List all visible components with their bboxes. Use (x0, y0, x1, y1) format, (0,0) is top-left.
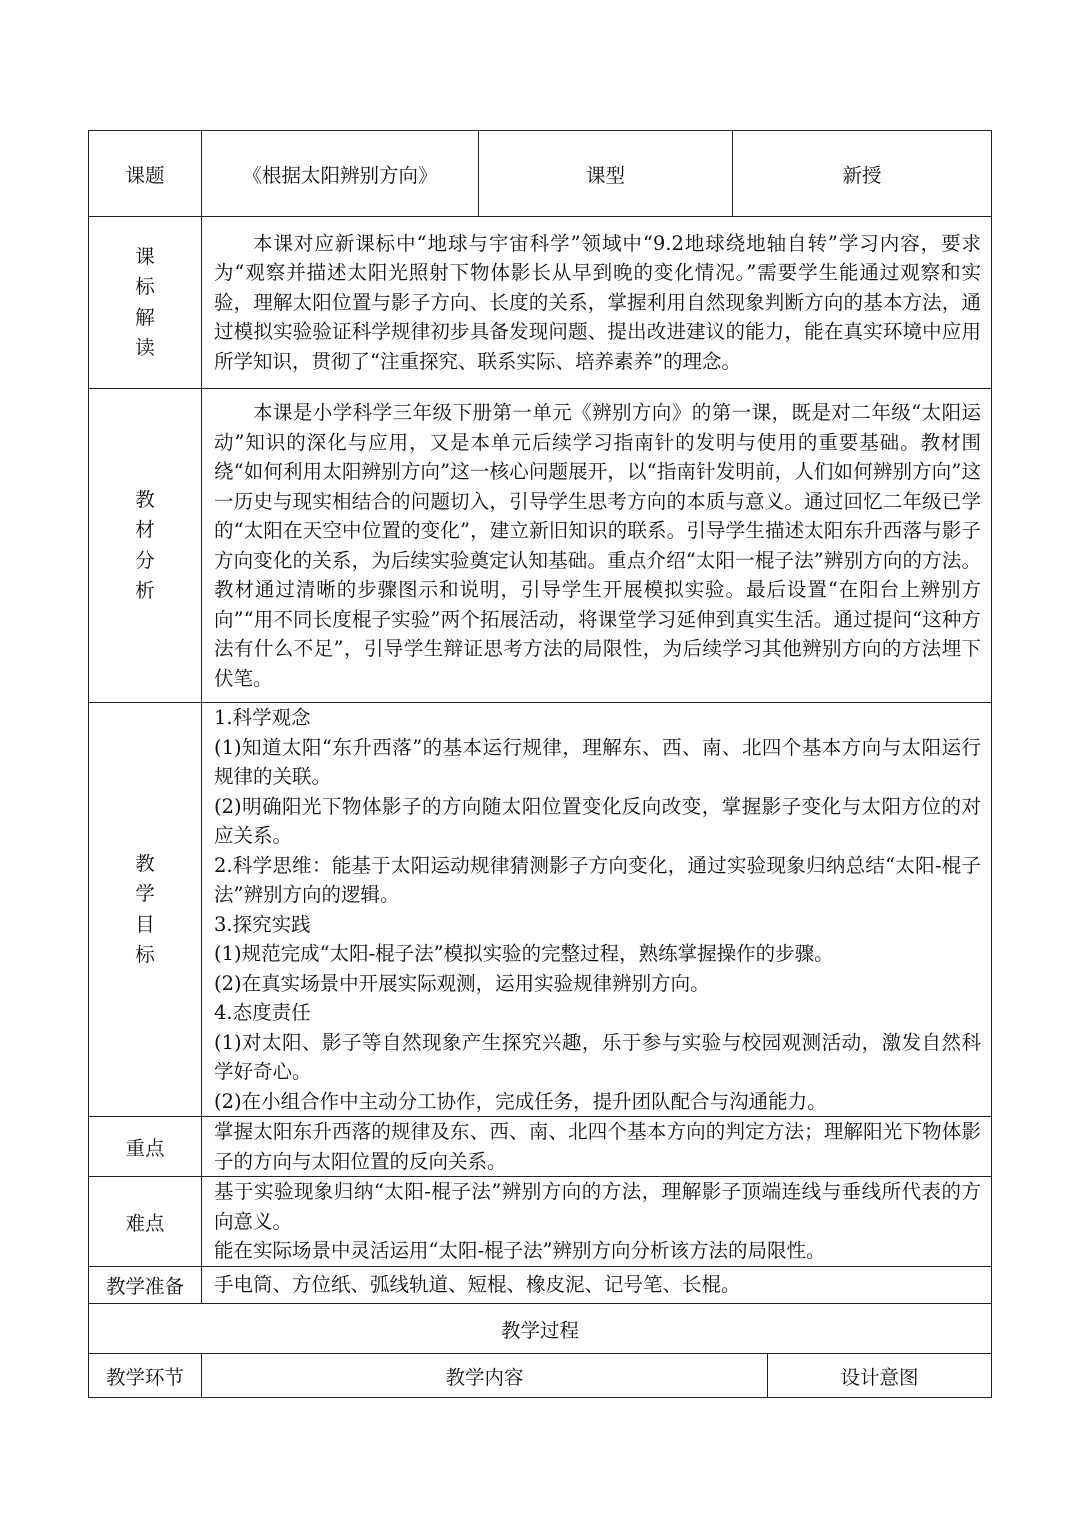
difficulties-text-cell (202, 1177, 992, 1267)
material-row (89, 389, 992, 703)
difficulty-line: 基于实验现象归纳“太阳-棍子法”辨别方向的方法，理解影子顶端连线与垂线所代表的方向意义。 (214, 1180, 982, 1233)
goal-line: (1)知道太阳“东升西落”的基本运行规律，理解东、西、南、北四个基本方向与太阳运行规律的关联。 (214, 735, 982, 788)
goal-line: 2.科学思维：能基于太阳运动规律猜测影子方向变化，通过实验现象归纳总结“太阳-棍子法”辨别方向的逻辑。 (214, 853, 982, 906)
goals-list (202, 703, 991, 1116)
goal-line: (2)在小组合作中主动分工协作，完成任务，提升团队配合与沟通能力。 (214, 1089, 827, 1113)
key-points-text-cell (202, 1117, 992, 1177)
type-label: 课型 (479, 131, 733, 217)
topic-label: 课题 (89, 131, 202, 217)
intent-column-header: 设计意图 (768, 1354, 992, 1398)
difficulties-label: 难点 (89, 1177, 202, 1267)
material-label-cell (89, 389, 202, 703)
standard-row (89, 217, 992, 389)
topic-value: 《根据太阳辨别方向》 (202, 131, 479, 217)
material-text: 本课是小学科学三年级下册第一单元《辨别方向》的第一课，既是对二年级“太阳运动”知识的深化与应用，又是本单元后续学习指南针的发明与使用的重要基础。教材围绕“如何利用太阳辨别方向”这一核心问题展开，以“指南针发明前，人们如何辨别方向”这一历史与现实相结合的问题切入，引导学生思考方向的本质与意义。通过回忆二年级已学的“太阳在天空中位置的变化”，建立新旧知识的联系。引导学生描述太阳东升西落与影子方向变化的关系，为后续实验奠定认知基础。重点介绍“太阳一棍子法”辨别方向的方法。教材通过清晰的步骤图示和说明，引导学生开展模拟实验。最后设置“在阳台上辨别方向”“用不同长度棍子实验”两个拓展活动，将课堂学习延伸到真实生活。通过提问“这种方法有什么不足”，引导学生辩证思考方法的局限性，为后续学习其他辨别方向的方法埋下伏笔。 (214, 401, 982, 690)
key-points-text: 掌握太阳东升西落的规律及东、西、南、北四个基本方向的判定方法；理解阳光下物体影子的方向与太阳位置的反向关系。 (214, 1120, 982, 1173)
process-header-row (89, 1354, 992, 1398)
goals-label-cell (89, 703, 202, 1117)
key-points-label: 重点 (89, 1117, 202, 1177)
goal-line: 1.科学观念 (214, 706, 311, 729)
preparation-label: 教学准备 (89, 1267, 202, 1304)
material-text-cell (202, 389, 992, 703)
goal-line: (2)在真实场景中开展实际观测，运用实验规律辨别方向。 (214, 971, 710, 995)
difficulties-list (202, 1177, 991, 1266)
goal-line: 3.探究实践 (214, 912, 311, 936)
material-label: 教材分析 (135, 488, 155, 602)
goal-line: (1)规范完成“太阳-棍子法”模拟实验的完整过程，熟练掌握操作的步骤。 (214, 942, 834, 965)
difficulties-row (89, 1177, 992, 1267)
goals-row (89, 703, 992, 1117)
key-points-row (89, 1117, 992, 1177)
goals-text-cell (202, 703, 992, 1117)
difficulty-line: 能在实际场景中灵活运用“太阳-棍子法”辨别方向分析该方法的局限性。 (214, 1239, 826, 1263)
standard-text-cell (202, 217, 992, 389)
goals-label: 教学目标 (135, 852, 155, 966)
preparation-row (89, 1267, 992, 1304)
process-title: 教学过程 (89, 1304, 992, 1354)
lesson-plan-table (88, 130, 992, 1398)
preparation-text-cell (202, 1267, 992, 1304)
type-value: 新授 (733, 131, 992, 217)
header-row (89, 131, 992, 217)
preparation-text: 手电筒、方位纸、弧线轨道、短棍、橡皮泥、记号笔、长棍。 (214, 1273, 741, 1297)
goal-line: 4.态度责任 (214, 1001, 311, 1024)
content-column-header: 教学内容 (202, 1354, 768, 1398)
goal-line: (1)对太阳、影子等自然现象产生探究兴趣，乐于参与实验与校园观测活动，激发自然科学好奇心。 (214, 1030, 982, 1083)
standard-label: 课标解读 (135, 245, 155, 359)
standard-text: 本课对应新课标中“地球与宇宙科学”领域中“9.2地球绕地轴自转”学习内容，要求为“观察并描述太阳光照射下物体影长从早到晚的变化情况。”需要学生能通过观察和实验，理解太阳位置与影子方向、长度的关系，掌握利用自然现象判断方向的基本方法，通过模拟实验验证科学规律初步具备发现问题、提出改进建议的能力，能在真实环境中应用所学知识，贯彻了“注重探究、联系实际、培养素养”的理念。 (214, 231, 982, 373)
process-title-row (89, 1304, 992, 1354)
stage-column-header: 教学环节 (89, 1354, 202, 1398)
standard-label-cell (89, 217, 202, 389)
goal-line: (2)明确阳光下物体影子的方向随太阳位置变化反向改变，掌握影子变化与太阳方位的对应关系。 (214, 794, 982, 847)
